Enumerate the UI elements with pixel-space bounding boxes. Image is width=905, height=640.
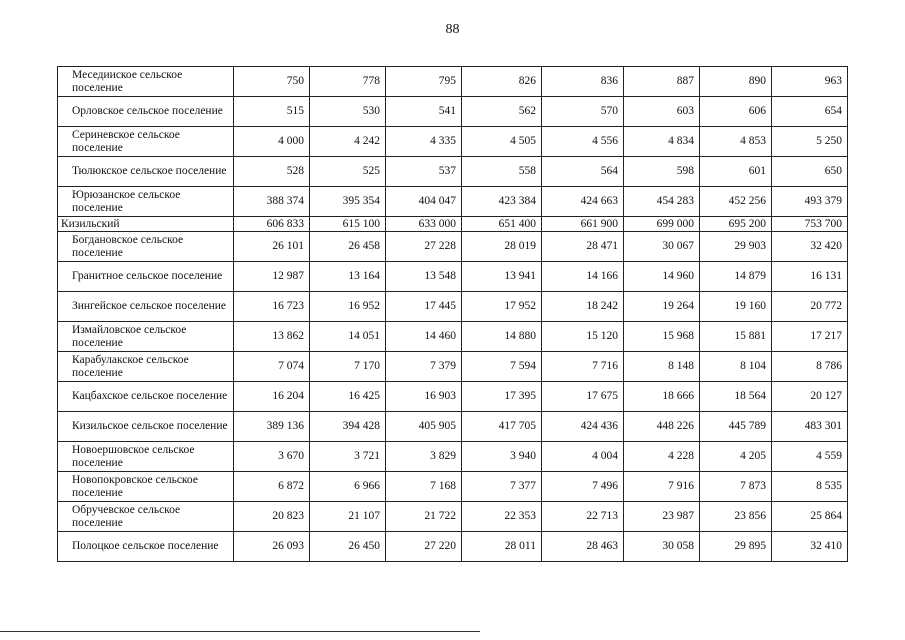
- value-cell: 7 496: [542, 472, 624, 502]
- value-cell: 21 722: [386, 502, 462, 532]
- value-cell: 826: [462, 67, 542, 97]
- district-row: [58, 217, 848, 232]
- value-cell: 28 019: [462, 232, 542, 262]
- value-cell: 22 353: [462, 502, 542, 532]
- value-cell: 601: [700, 157, 772, 187]
- value-cell: 7 379: [386, 352, 462, 382]
- value-cell: 17 445: [386, 292, 462, 322]
- value-cell: 3 829: [386, 442, 462, 472]
- value-cell: 7 873: [700, 472, 772, 502]
- value-cell: 452 256: [700, 187, 772, 217]
- value-cell: 8 786: [772, 352, 848, 382]
- value-cell: 4 228: [624, 442, 700, 472]
- value-cell: 15 120: [542, 322, 624, 352]
- value-cell: 26 458: [310, 232, 386, 262]
- value-cell: 528: [234, 157, 310, 187]
- table-row: [58, 292, 848, 322]
- value-cell: 25 864: [772, 502, 848, 532]
- value-cell: 14 460: [386, 322, 462, 352]
- value-cell: 7 594: [462, 352, 542, 382]
- value-cell: 963: [772, 67, 848, 97]
- settlement-name-cell: Кизильское сельское поселение: [58, 412, 234, 442]
- value-cell: 16 952: [310, 292, 386, 322]
- value-cell: 16 131: [772, 262, 848, 292]
- value-cell: 23 856: [700, 502, 772, 532]
- value-cell: 389 136: [234, 412, 310, 442]
- value-cell: 5 250: [772, 127, 848, 157]
- value-cell: 4 000: [234, 127, 310, 157]
- table-row: [58, 127, 848, 157]
- table-row: [58, 97, 848, 127]
- value-cell: 483 301: [772, 412, 848, 442]
- value-cell: 23 987: [624, 502, 700, 532]
- table-row: [58, 187, 848, 217]
- value-cell: 32 420: [772, 232, 848, 262]
- value-cell: 21 107: [310, 502, 386, 532]
- table-row: [58, 322, 848, 352]
- settlement-name-cell: Зингейское сельское поселение: [58, 292, 234, 322]
- value-cell: 448 226: [624, 412, 700, 442]
- value-cell: 13 941: [462, 262, 542, 292]
- table-row: [58, 352, 848, 382]
- value-cell: 405 905: [386, 412, 462, 442]
- table-row: [58, 262, 848, 292]
- value-cell: 17 217: [772, 322, 848, 352]
- value-cell: 695 200: [700, 217, 772, 232]
- value-cell: 8 104: [700, 352, 772, 382]
- value-cell: 750: [234, 67, 310, 97]
- value-cell: 753 700: [772, 217, 848, 232]
- value-cell: 388 374: [234, 187, 310, 217]
- value-cell: 14 166: [542, 262, 624, 292]
- value-cell: 14 879: [700, 262, 772, 292]
- value-cell: 4 556: [542, 127, 624, 157]
- value-cell: 424 663: [542, 187, 624, 217]
- value-cell: 525: [310, 157, 386, 187]
- value-cell: 6 872: [234, 472, 310, 502]
- value-cell: 27 220: [386, 532, 462, 562]
- table-row: [58, 532, 848, 562]
- settlement-name-cell: Гранитное сельское поселение: [58, 262, 234, 292]
- settlement-name-cell: Богдановское сельское поселение: [58, 232, 234, 262]
- district-name-cell: Кизильский: [58, 217, 234, 232]
- value-cell: 17 675: [542, 382, 624, 412]
- value-cell: 18 242: [542, 292, 624, 322]
- value-cell: 606: [700, 97, 772, 127]
- value-cell: 4 505: [462, 127, 542, 157]
- settlement-name-cell: Сериневское сельское поселение: [58, 127, 234, 157]
- value-cell: 7 074: [234, 352, 310, 382]
- value-cell: 15 968: [624, 322, 700, 352]
- value-cell: 17 395: [462, 382, 542, 412]
- value-cell: 606 833: [234, 217, 310, 232]
- table-row: [58, 472, 848, 502]
- value-cell: 26 450: [310, 532, 386, 562]
- value-cell: 6 966: [310, 472, 386, 502]
- settlement-name-cell: Обручевское сельское поселение: [58, 502, 234, 532]
- value-cell: 541: [386, 97, 462, 127]
- settlement-name-cell: Орловское сельское поселение: [58, 97, 234, 127]
- settlement-name-cell: Тюлюкское сельское поселение: [58, 157, 234, 187]
- value-cell: 15 881: [700, 322, 772, 352]
- table-row: [58, 382, 848, 412]
- value-cell: 32 410: [772, 532, 848, 562]
- settlement-name-cell: Карабулакское сельское поселение: [58, 352, 234, 382]
- value-cell: 26 093: [234, 532, 310, 562]
- settlement-budget-table: [57, 66, 848, 562]
- value-cell: 20 823: [234, 502, 310, 532]
- page-number: 88: [445, 22, 460, 37]
- value-cell: 795: [386, 67, 462, 97]
- value-cell: 570: [542, 97, 624, 127]
- value-cell: 654: [772, 97, 848, 127]
- value-cell: 558: [462, 157, 542, 187]
- value-cell: 4 834: [624, 127, 700, 157]
- value-cell: 537: [386, 157, 462, 187]
- value-cell: 13 164: [310, 262, 386, 292]
- value-cell: 890: [700, 67, 772, 97]
- value-cell: 18 564: [700, 382, 772, 412]
- value-cell: 562: [462, 97, 542, 127]
- value-cell: 28 471: [542, 232, 624, 262]
- table-body: [58, 67, 848, 562]
- value-cell: 4 242: [310, 127, 386, 157]
- settlement-name-cell: Кацбахское сельское поселение: [58, 382, 234, 412]
- footnote-separator-line: [0, 631, 480, 632]
- value-cell: 7 168: [386, 472, 462, 502]
- settlement-name-cell: Измайловское сельское поселение: [58, 322, 234, 352]
- value-cell: 887: [624, 67, 700, 97]
- value-cell: 26 101: [234, 232, 310, 262]
- value-cell: 19 264: [624, 292, 700, 322]
- value-cell: 22 713: [542, 502, 624, 532]
- settlement-name-cell: Юрюзанское сельское поселение: [58, 187, 234, 217]
- value-cell: 395 354: [310, 187, 386, 217]
- value-cell: 530: [310, 97, 386, 127]
- table-row: [58, 232, 848, 262]
- value-cell: 16 425: [310, 382, 386, 412]
- value-cell: 633 000: [386, 217, 462, 232]
- value-cell: 7 916: [624, 472, 700, 502]
- value-cell: 4 335: [386, 127, 462, 157]
- settlement-name-cell: Меседииское сельское поселение: [58, 67, 234, 97]
- value-cell: 13 862: [234, 322, 310, 352]
- value-cell: 7 716: [542, 352, 624, 382]
- value-cell: 493 379: [772, 187, 848, 217]
- value-cell: 13 548: [386, 262, 462, 292]
- value-cell: 7 377: [462, 472, 542, 502]
- value-cell: 16 204: [234, 382, 310, 412]
- value-cell: 424 436: [542, 412, 624, 442]
- table-row: [58, 67, 848, 97]
- value-cell: 650: [772, 157, 848, 187]
- value-cell: 28 011: [462, 532, 542, 562]
- value-cell: 4 559: [772, 442, 848, 472]
- value-cell: 8 148: [624, 352, 700, 382]
- value-cell: 417 705: [462, 412, 542, 442]
- value-cell: 603: [624, 97, 700, 127]
- value-cell: 4 853: [700, 127, 772, 157]
- value-cell: 16 903: [386, 382, 462, 412]
- value-cell: 699 000: [624, 217, 700, 232]
- value-cell: 27 228: [386, 232, 462, 262]
- value-cell: 394 428: [310, 412, 386, 442]
- table-row: [58, 502, 848, 532]
- value-cell: 30 058: [624, 532, 700, 562]
- value-cell: 564: [542, 157, 624, 187]
- value-cell: 19 160: [700, 292, 772, 322]
- value-cell: 20 772: [772, 292, 848, 322]
- value-cell: 14 880: [462, 322, 542, 352]
- value-cell: 20 127: [772, 382, 848, 412]
- value-cell: 3 721: [310, 442, 386, 472]
- table-row: [58, 442, 848, 472]
- value-cell: 14 051: [310, 322, 386, 352]
- value-cell: 3 670: [234, 442, 310, 472]
- value-cell: 778: [310, 67, 386, 97]
- settlement-name-cell: Новопокровское сельское поселение: [58, 472, 234, 502]
- value-cell: 445 789: [700, 412, 772, 442]
- value-cell: 18 666: [624, 382, 700, 412]
- value-cell: 836: [542, 67, 624, 97]
- value-cell: 12 987: [234, 262, 310, 292]
- value-cell: 28 463: [542, 532, 624, 562]
- value-cell: 17 952: [462, 292, 542, 322]
- value-cell: 661 900: [542, 217, 624, 232]
- value-cell: 615 100: [310, 217, 386, 232]
- settlement-name-cell: Новоершовское сельское поселение: [58, 442, 234, 472]
- value-cell: 8 535: [772, 472, 848, 502]
- value-cell: 598: [624, 157, 700, 187]
- settlement-name-cell: Полоцкое сельское поселение: [58, 532, 234, 562]
- value-cell: 454 283: [624, 187, 700, 217]
- value-cell: 4 004: [542, 442, 624, 472]
- value-cell: 651 400: [462, 217, 542, 232]
- value-cell: 29 895: [700, 532, 772, 562]
- value-cell: 404 047: [386, 187, 462, 217]
- value-cell: 29 903: [700, 232, 772, 262]
- value-cell: 4 205: [700, 442, 772, 472]
- value-cell: 515: [234, 97, 310, 127]
- value-cell: 16 723: [234, 292, 310, 322]
- value-cell: 30 067: [624, 232, 700, 262]
- table-row: [58, 412, 848, 442]
- value-cell: 423 384: [462, 187, 542, 217]
- table-row: [58, 157, 848, 187]
- value-cell: 7 170: [310, 352, 386, 382]
- value-cell: 3 940: [462, 442, 542, 472]
- value-cell: 14 960: [624, 262, 700, 292]
